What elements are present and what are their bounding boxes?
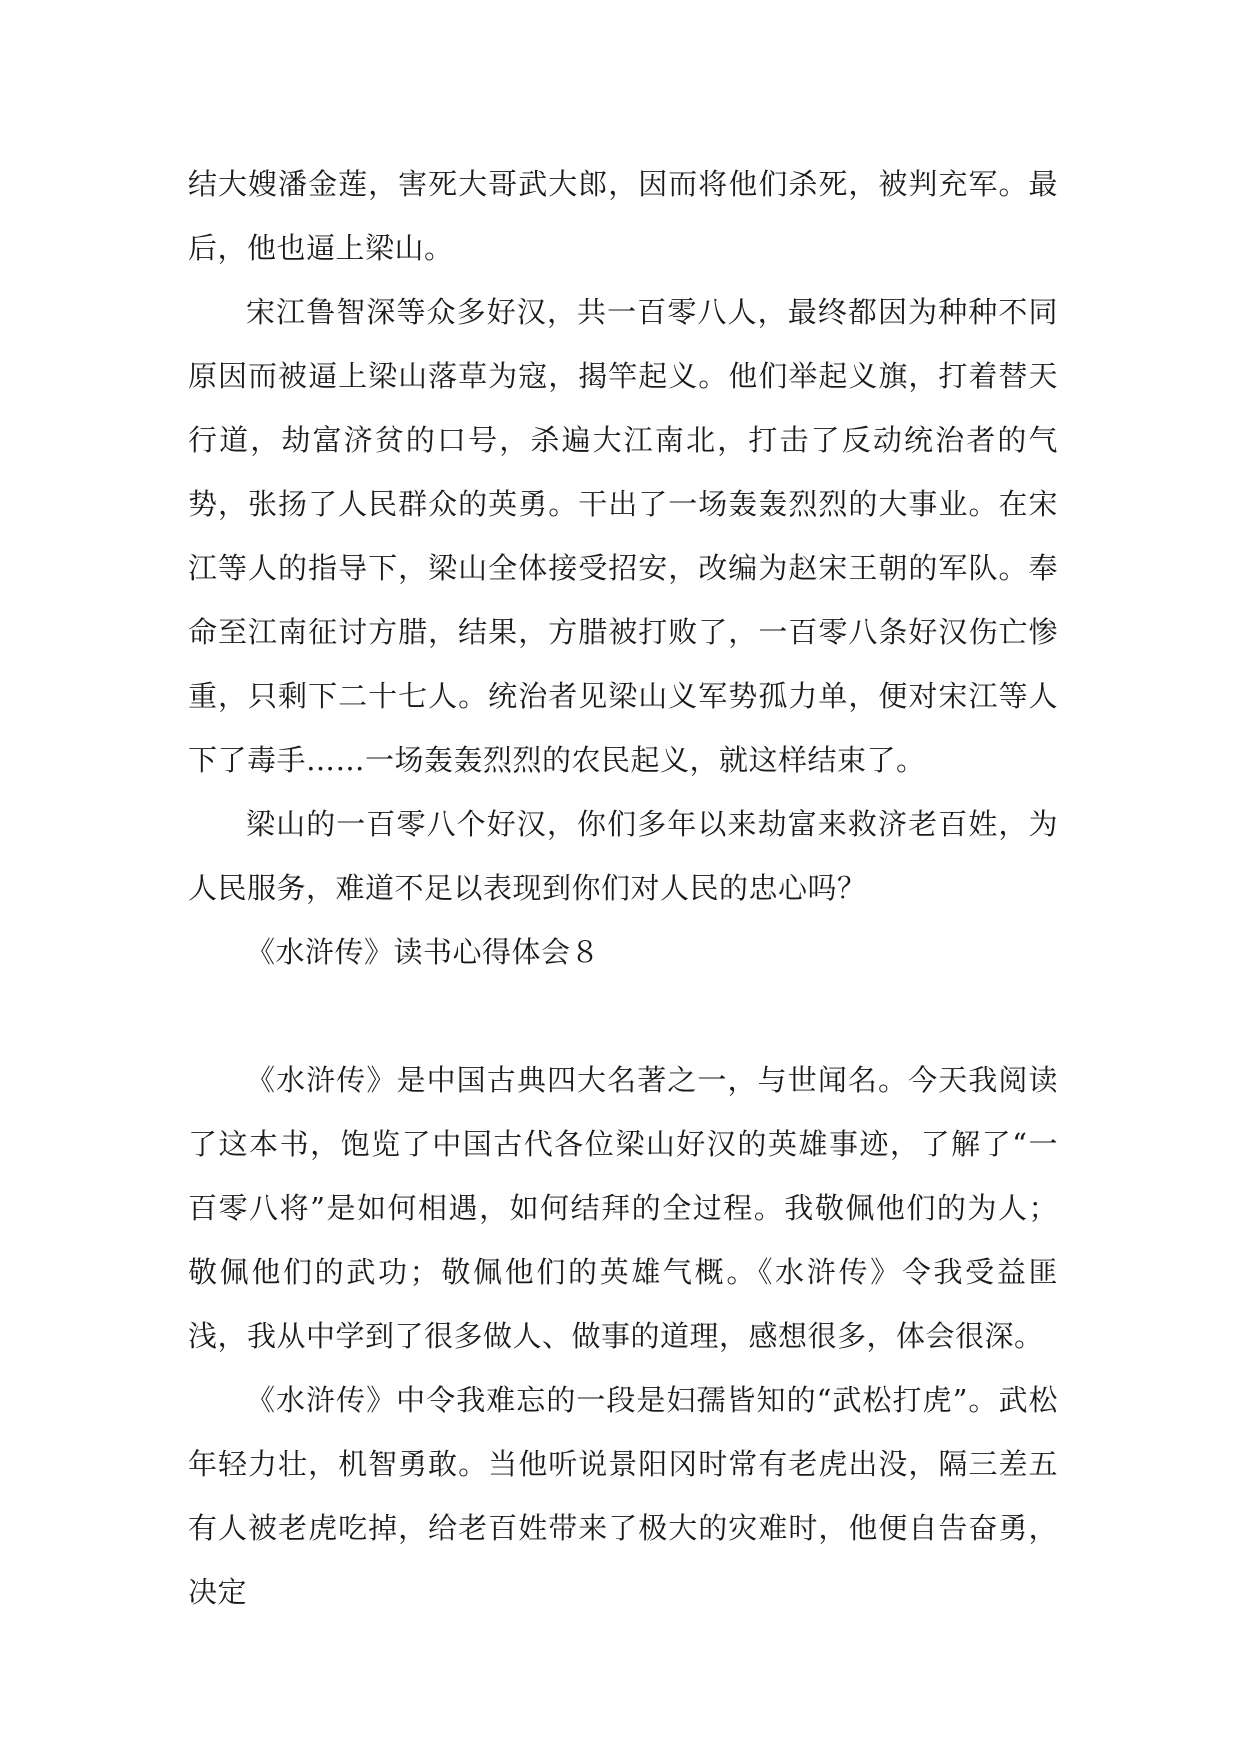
paragraph-intro: 《水浒传》是中国古典四大名著之一，与世闻名。今天我阅读了这本书，饱览了中国古代各位梁山好汉的英雄事迹，了解了“一百零八将”是如何相遇，如何结拜的全过程。我敬佩他们的为人；敬佩他们的武功；敬佩他们的英雄气概。《水浒传》令我受益匪浅，我从中学到了很多做人、做事的道理，感想很多，体会很深。 [188, 1063, 1058, 1353]
paragraph-liangshan-heroes: 梁山的一百零八个好汉，你们多年以来劫富来救济老百姓，为人民服务，难道不足以表现到你们对人民的忠心吗？ [188, 807, 1058, 905]
section-heading: 《水浒传》读书心得体会８ [246, 935, 601, 969]
section-spacer [188, 984, 1058, 1048]
paragraph-continuation: 结大嫂潘金莲，害死大哥武大郎，因而将他们杀死，被判充军。最后，他也逼上梁山。 [188, 167, 1058, 265]
paragraph-song-jiang: 宋江鲁智深等众多好汉，共一百零八人，最终都因为种种不同原因而被逼上梁山落草为寇，揭竿起义。他们举起义旗，打着替天行道，劫富济贫的口号，杀遍大江南北，打击了反动统治者的气势，张扬了人民群众的英勇。干出了一场轰轰烈烈的大事业。在宋江等人的指导下，梁山全体接受招安，改编为赵宋王朝的军队。奉命至江南征讨方腊，结果，方腊被打败了，一百零八条好汉伤亡惨重，只剩下二十七人。统治者见梁山义军势孤力单，便对宋江等人下了毒手……一场轰轰烈烈的农民起义，就这样结束了。 [188, 295, 1058, 777]
document-body [188, 152, 1058, 1624]
paragraph-wusong: 《水浒传》中令我难忘的一段是妇孺皆知的“武松打虎”。武松年轻力壮，机智勇敢。当他听说景阳冈时常有老虎出没，隔三差五有人被老虎吃掉，给老百姓带来了极大的灾难时，他便自告奋勇，决定 [188, 1383, 1058, 1609]
